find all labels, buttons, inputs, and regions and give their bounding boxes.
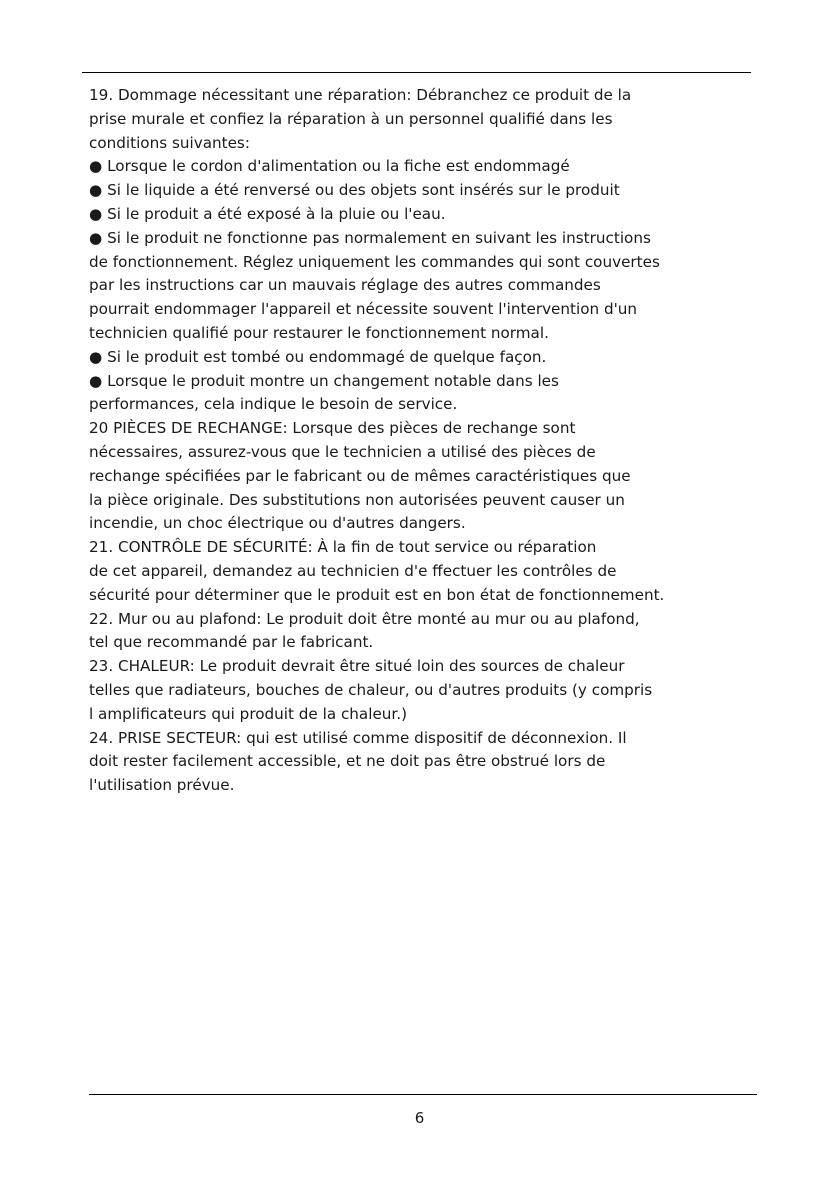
text-line: doit rester facilement accessible, et ne doit pas être obstrué lors de [89, 752, 606, 771]
document-body [89, 84, 729, 798]
text-line: l'utilisation prévue. [89, 776, 235, 795]
text-line: sécurité pour déterminer que le produit est en bon état de fonctionnement. [89, 585, 665, 604]
text-line: par les instructions car un mauvais réglage des autres commandes [89, 276, 601, 295]
bullet-line: ● Lorsque le produit montre un changement notable dans les [89, 371, 559, 390]
page-number: 6 [414, 1109, 425, 1127]
text-line: de fonctionnement. Réglez uniquement les commandes qui sont couvertes [89, 252, 660, 271]
text-line: prise murale et confiez la réparation à un personnel qualifié dans les [89, 109, 613, 128]
footer-rule [89, 1094, 757, 1095]
bullet-line: ● Si le produit est tombé ou endommagé de quelque façon. [89, 347, 547, 366]
bullet-line: ● Si le produit a été exposé à la pluie ou l'eau. [89, 204, 446, 223]
text-line: la pièce originale. Des substitutions non autorisées peuvent causer un [89, 490, 625, 509]
text-line: incendie, un choc électrique ou d'autres dangers. [89, 514, 466, 533]
section-heading-line: 24. PRISE SECTEUR: qui est utilisé comme dispositif de déconnexion. Il [89, 728, 627, 747]
bullet-line: ● Lorsque le cordon d'alimentation ou la fiche est endommagé [89, 157, 570, 176]
text-line: performances, cela indique le besoin de service. [89, 395, 458, 414]
text-line: de cet appareil, demandez au technicien d'e ffectuer les contrôles de [89, 561, 617, 580]
section-heading-line: 21. CONTRÔLE DE SÉCURITÉ: À la fin de tout service ou réparation [89, 538, 597, 557]
text-line: nécessaires, assurez-vous que le technicien a utilisé des pièces de [89, 442, 596, 461]
text-line: 19. Dommage nécessitant une réparation: Débranchez ce produit de la [89, 86, 632, 104]
bullet-line: ● Si le produit ne fonctionne pas normalement en suivant les instructions [89, 228, 651, 247]
text-line: technicien qualifié pour restaurer le fonctionnement normal. [89, 323, 549, 342]
text-line: conditions suivantes: [89, 133, 250, 152]
section-heading-line: 20 PIÈCES DE RECHANGE: Lorsque des pièces de rechange sont [89, 419, 576, 438]
bullet-line: ● Si le liquide a été renversé ou des objets sont insérés sur le produit [89, 181, 620, 200]
section-heading-line: 22. Mur ou au plafond: Le produit doit être monté au mur ou au plafond, [89, 609, 640, 628]
text-line: telles que radiateurs, bouches de chaleur, ou d'autres produits (y compris [89, 680, 653, 699]
section-heading-line: 23. CHALEUR: Le produit devrait être situé loin des sources de chaleur [89, 657, 625, 676]
header-rule [82, 72, 751, 73]
text-line: l amplificateurs qui produit de la chaleur.) [89, 704, 408, 723]
text-line: rechange spécifiées par le fabricant ou de mêmes caractéristiques que [89, 466, 631, 485]
text-line: pourrait endommager l'appareil et nécessite souvent l'intervention d'un [89, 300, 638, 319]
text-line: tel que recommandé par le fabricant. [89, 633, 374, 652]
